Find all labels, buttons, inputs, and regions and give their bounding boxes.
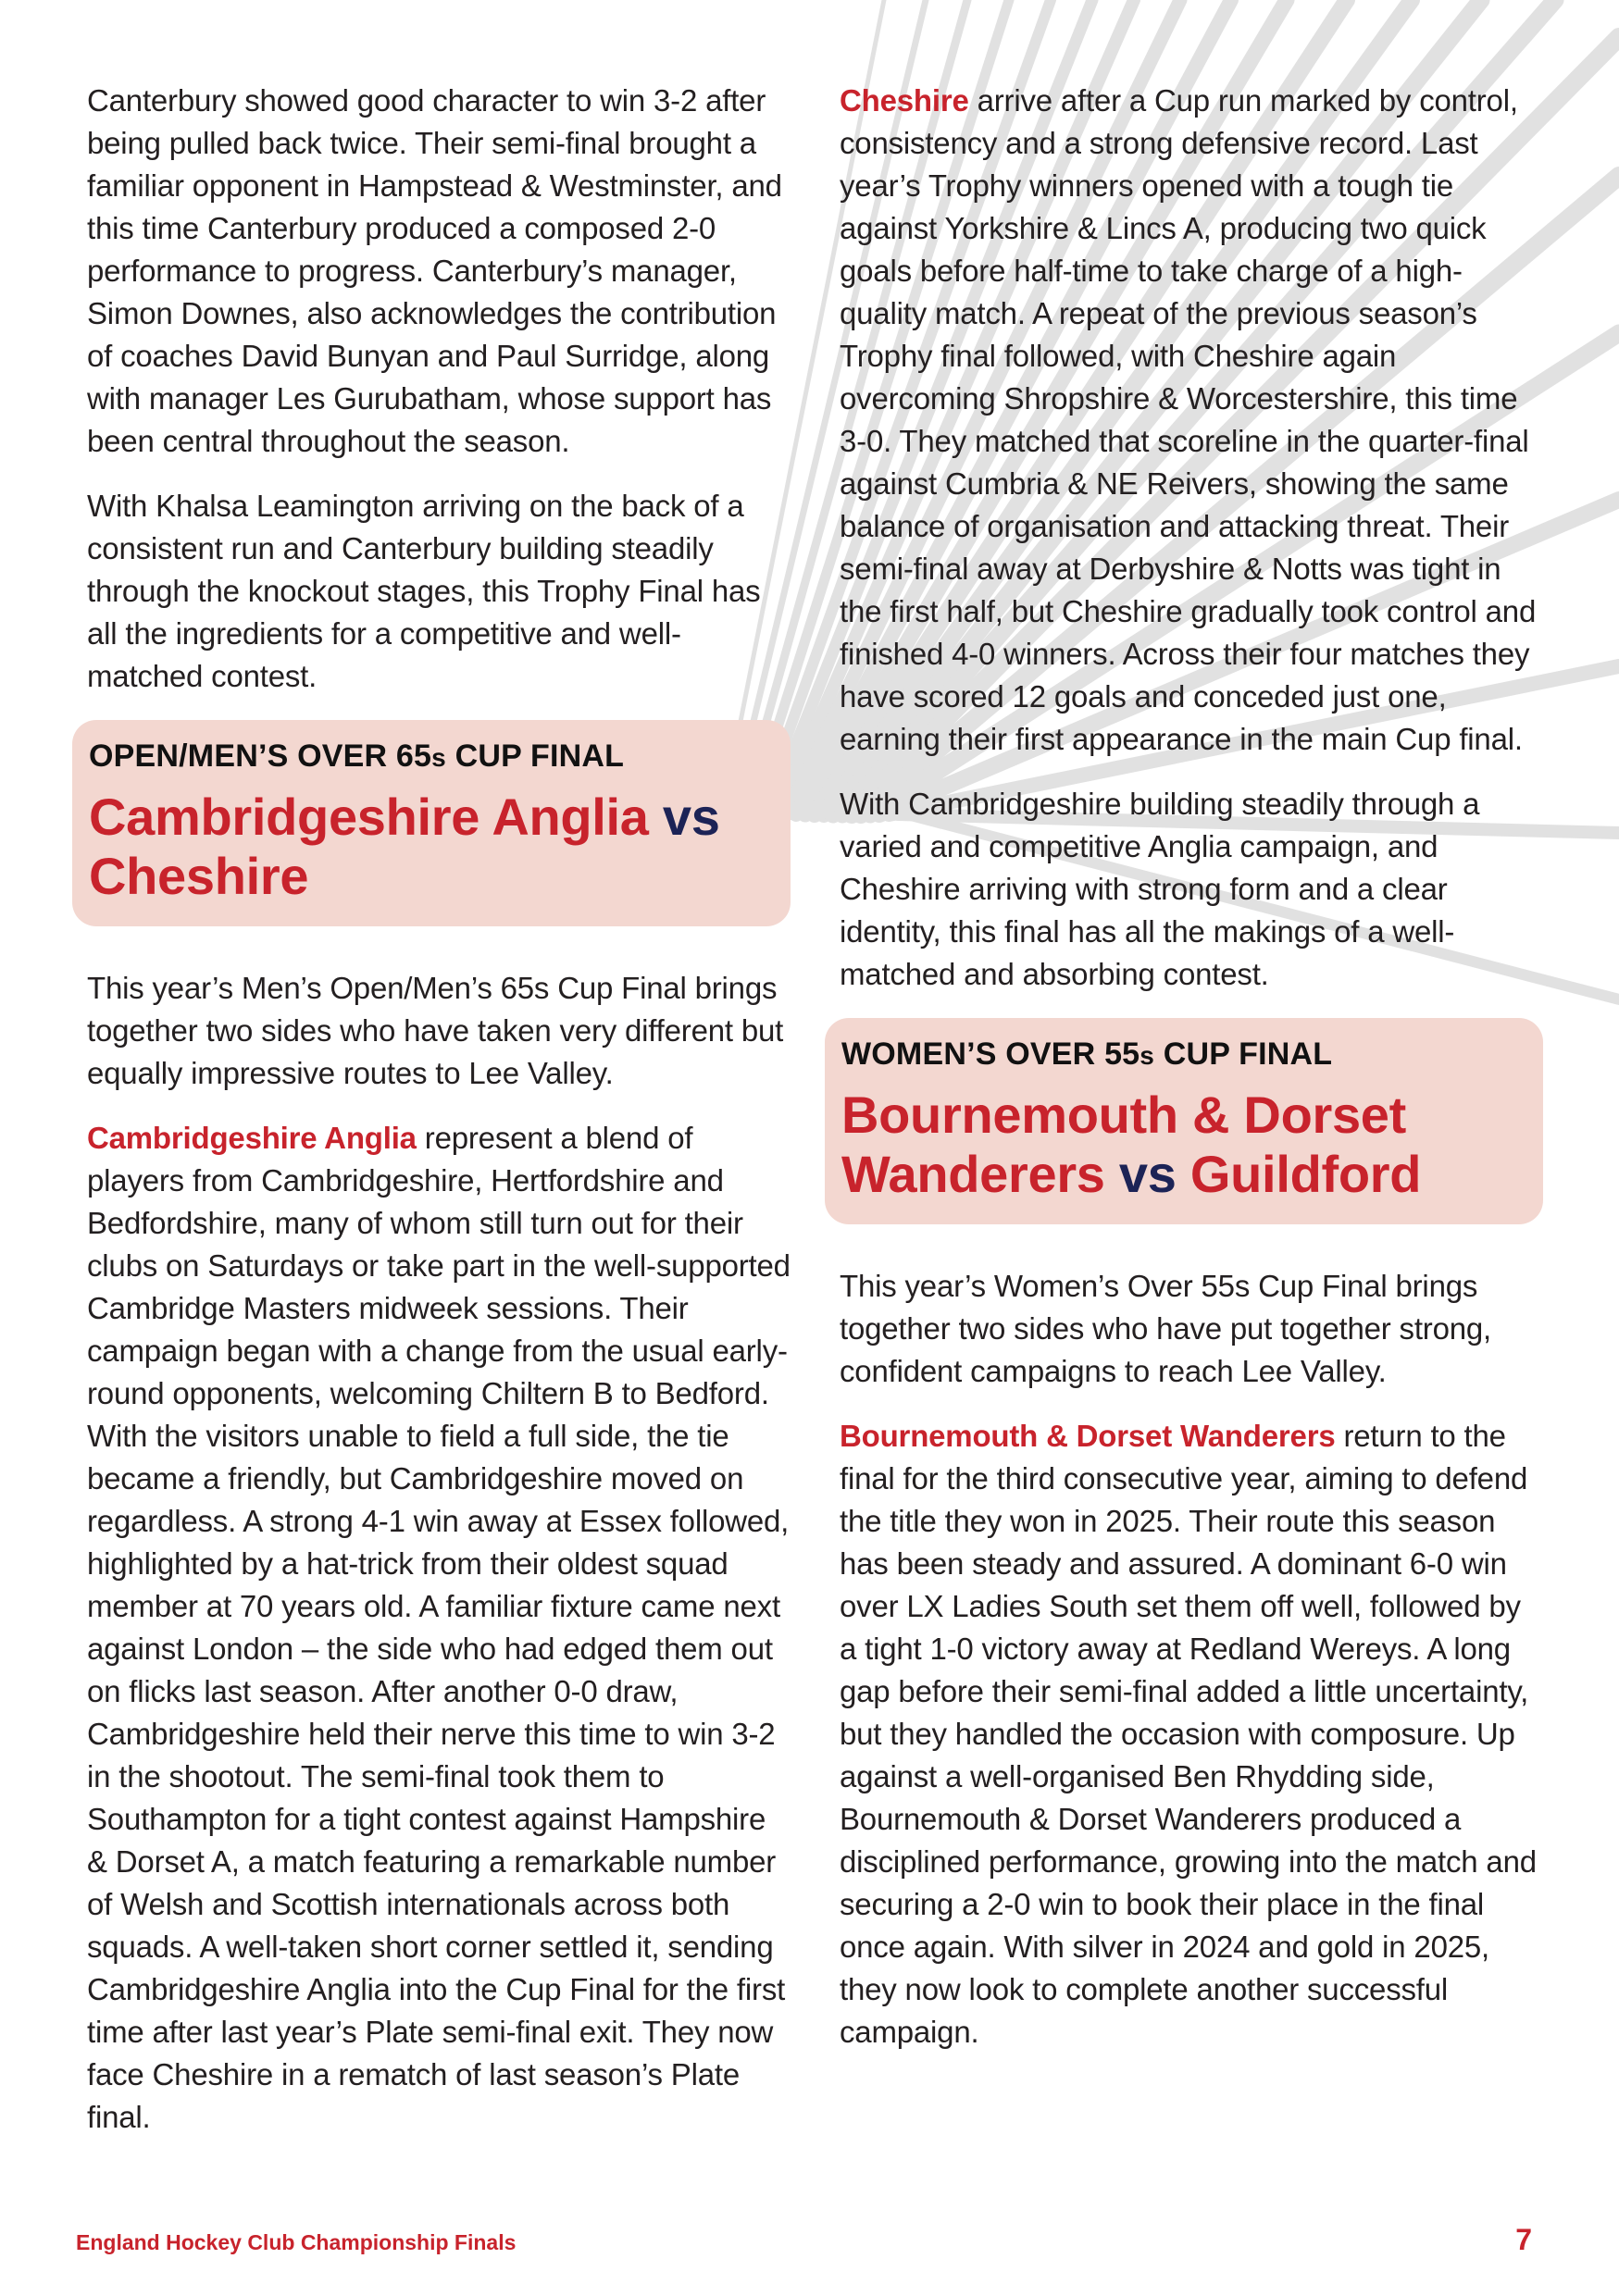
team-lead-in: Cheshire: [840, 83, 969, 118]
team-lead-in: Bournemouth & Dorset Wanderers: [840, 1419, 1336, 1453]
team-name: Cheshire: [89, 847, 309, 905]
womens-final-matchup: [841, 1086, 1525, 1204]
article-paragraph: Bournemouth & Dorset Wanderers return to the final for the third consecutive year, aiming to defend the title they won in 2025. Their route this season has been steady and assured. A dominant 6-0 win over LX Ladies South set them off well, followed by a tight 1-0 victory away at Redland Wereys. A long gap before their semi-final added a little uncertainty, but they handled the occasion with composure. Up against a well-organised Ben Rhydding side, Bournemouth & Dorset Wanderers produced a disciplined performance, growing into the match and securing a 2-0 win to book their place in the final once again. With silver in 2024 and gold in 2025, they now look to complete another successful campaign.: [840, 1419, 1537, 2049]
article-paragraph: Canterbury showed good character to win 3-2 after being pulled back twice. Their semi-final brought a familiar opponent in Hampstead & Westminster, and this time Canterbury produced a composed 2-0 performance to progress. Canterbury’s manager, Simon Downes, also acknowledges the contribution of coaches David Bunyan and Paul Surridge, along with manager Les Gurubatham, whose support has been central throughout the season.: [87, 83, 782, 458]
team-name: Guildford: [1189, 1145, 1422, 1203]
team-lead-in: Cambridgeshire Anglia: [87, 1121, 417, 1155]
womens-final-label: WOMEN’S OVER 55s CUP FINAL: [841, 1036, 1333, 1072]
article-paragraph: Cambridgeshire Anglia represent a blend of players from Cambridgeshire, Hertfordshire and Bedfordshire, many of whom still turn out for their clubs on Saturdays or take part in the well-supported Cambridge Masters midweek sessions. Their campaign began with a change from the usual early-round opponents, welcoming Chiltern B to Bedford. With the visitors unable to field a full side, the tie became a friendly, but Cambridgeshire moved on regardless. A strong 4-1 win away at Essex followed, highlighted by a hat-trick from their oldest squad member at 70 years old. A familiar fixture came next against London – the side who had edged them out on flicks last season. After another 0-0 draw, Cambridgeshire held their nerve this time to win 3-2 in the shootout. The semi-final took them to Southampton for a tight contest against Hampshire & Dorset A, a match featuring a remarkable number of Welsh and Scottish internationals across both squads. A well-taken short corner settled it, sending Cambridgeshire Anglia into the Cup Final for the first time after last year’s Plate semi-final exit. They now face Cheshire in a rematch of last season’s Plate final.: [87, 1121, 791, 2134]
article-paragraph: With Khalsa Leamington arriving on the back of a consistent run and Canterbury building steadily through the knockout stages, this Trophy Final has all the ingredients for a competitive and well-matched contest.: [87, 489, 761, 693]
article-paragraph: With Cambridgeshire building steadily through a varied and competitive Anglia campaign, and Cheshire arriving with strong form and a clear identity, this final has all the makings of a well-matched and absorbing contest.: [840, 787, 1480, 991]
mens-final-matchup: [89, 788, 772, 906]
versus-label: vs: [1118, 1145, 1177, 1203]
footer-publication-title: England Hockey Club Championship Finals: [76, 2230, 517, 2254]
versus-label: vs: [662, 788, 720, 846]
womens-final-heading-box: [825, 1018, 1543, 1224]
mens-final-heading-box: [72, 720, 791, 926]
team-name: Bournemouth & Dorset Wanderers: [841, 1086, 1407, 1203]
article-paragraph: Cheshire arrive after a Cup run marked by control, consistency and a strong defensive record. Last year’s Trophy winners opened with a tough tie against Yorkshire & Lincs A, producing two quick goals before half-time to take charge of a high-quality match. A repeat of the previous season’s Trophy final followed, with Cheshire again overcoming Shropshire & Worcestershire, this time 3-0. They matched that scoreline in the quarter-final against Cumbria & NE Reivers, showing the same balance of organisation and attacking threat. Their semi-final away at Derbyshire & Notts was tight in the first half, but Cheshire gradually took control and finished 4-0 winners. Across their four matches they have scored 12 goals and conceded just one, earning their first appearance in the main Cup final.: [840, 83, 1537, 756]
mens-final-label: OPEN/MEN’S OVER 65s CUP FINAL: [89, 738, 625, 774]
article-paragraph: This year’s Men’s Open/Men’s 65s Cup Final brings together two sides who have taken very different but equally impressive routes to Lee Valley.: [87, 971, 784, 1090]
right-column: [840, 80, 1543, 2076]
team-name: Cambridgeshire Anglia: [89, 788, 649, 846]
page-number: 7: [1515, 2223, 1532, 2256]
left-column: [87, 80, 791, 2161]
article-paragraph: This year’s Women’s Over 55s Cup Final brings together two sides who have put together strong, confident campaigns to reach Lee Valley.: [840, 1269, 1492, 1388]
